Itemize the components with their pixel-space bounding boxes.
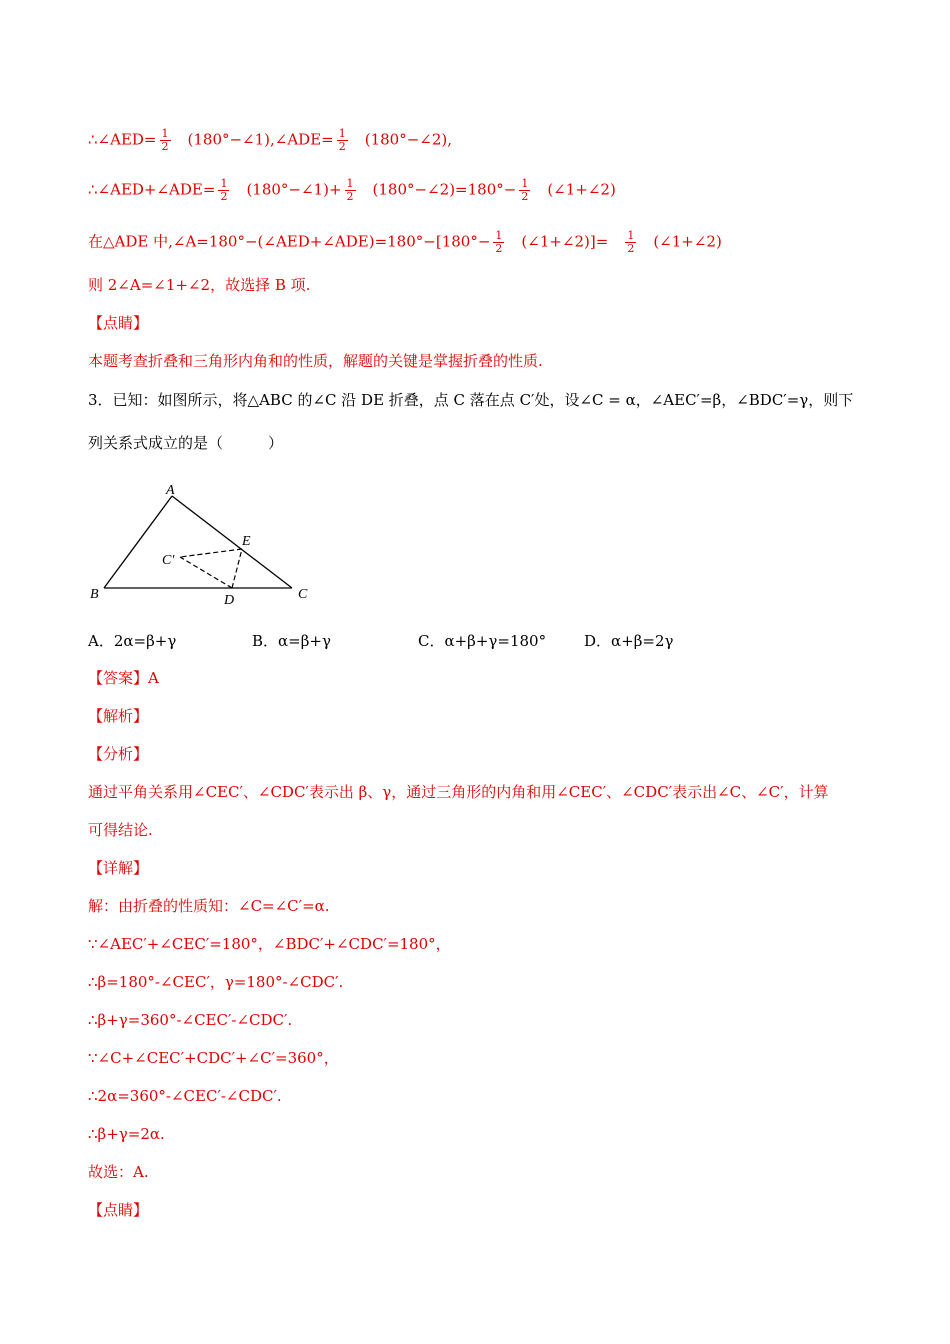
text-segment: (∠1+∠2) xyxy=(653,232,722,251)
option-d: D．α+β=2γ xyxy=(584,632,674,650)
question-3-line-2: 列关系式成立的是（ ） xyxy=(88,434,284,452)
text-segment: ∴∠AED+∠ADE= xyxy=(88,180,216,199)
section-xiangjie: 【详解】 xyxy=(88,859,149,877)
label-e: E xyxy=(242,534,251,549)
dianjing-text: 本题考查折叠和三角形内角和的性质，解题的关键是掌握折叠的性质. xyxy=(88,352,543,370)
segment-ab xyxy=(104,496,172,588)
step-7: ∴β+γ=2α. xyxy=(88,1125,165,1143)
option-a: A．2α=β+γ xyxy=(88,632,177,650)
step-3: ∴β=180°-∠CEC′，γ=180°-∠CDC′. xyxy=(88,973,344,991)
option-b: B．α=β+γ xyxy=(252,632,331,650)
label-d: D xyxy=(224,593,235,606)
option-c: C．α+β+γ=180° xyxy=(418,632,547,650)
fenxi-line-1: 通过平角关系用∠CEC′、∠CDC′表示出 β、γ，通过三角形的内角和用∠CEC′、∠CDC′表示出∠C、∠C′，计算 xyxy=(88,783,829,801)
step-4: ∴β+γ=360°-∠CEC′-∠CDC′. xyxy=(88,1011,293,1029)
step-2: ∵∠AEC′+∠CEC′=180°，∠BDC′+∠CDC′=180°， xyxy=(88,935,451,953)
fraction-half: $\frac{1}{2}$ xyxy=(346,177,354,203)
section-dianjing: 【点睛】 xyxy=(88,314,149,332)
fraction-half: $\frac{1}{2}$ xyxy=(161,127,169,153)
text-segment: (180°−∠1),∠ADE= xyxy=(187,130,334,149)
text-segment: (180°−∠2)=180°− xyxy=(372,180,517,199)
step-5: ∵∠C+∠CEC′+CDC′+∠C′=360°， xyxy=(88,1049,339,1067)
segment-dc-prime xyxy=(180,557,232,588)
fraction-half: $\frac{1}{2}$ xyxy=(338,127,346,153)
fraction-half: $\frac{1}{2}$ xyxy=(495,229,503,255)
step-6: ∴2α=360°-∠CEC′-∠CDC′. xyxy=(88,1087,282,1105)
text-segment: (180°−∠1)+ xyxy=(246,180,342,199)
step-8: 故选：A. xyxy=(88,1163,149,1181)
label-b: B xyxy=(90,587,99,602)
text-segment: 在△ADE 中,∠A=180°−(∠AED+∠ADE)=180°−[180°− xyxy=(88,232,491,251)
text-segment: (180°−∠2), xyxy=(364,130,453,149)
label-c: C xyxy=(298,587,308,602)
solution-line-4: 则 2∠A=∠1+∠2，故选择 B 项. xyxy=(88,276,311,294)
section-fenxi: 【分析】 xyxy=(88,745,149,763)
section-answer: 【答案】A xyxy=(88,669,159,687)
fraction-half: $\frac{1}{2}$ xyxy=(627,229,635,255)
text-segment: (∠1+∠2) xyxy=(547,180,616,199)
step-1: 解：由折叠的性质知：∠C=∠C′=α. xyxy=(88,897,330,915)
fraction-half: $\frac{1}{2}$ xyxy=(220,177,228,203)
fraction-half: $\frac{1}{2}$ xyxy=(521,177,529,203)
solution-line-1 xyxy=(88,128,452,153)
segment-ec-prime xyxy=(180,549,242,557)
section-dianjing-2: 【点睛】 xyxy=(88,1201,149,1219)
segment-de xyxy=(232,549,242,588)
fenxi-line-2: 可得结论. xyxy=(88,821,153,839)
label-a: A xyxy=(166,483,175,498)
text-segment: (∠1+∠2)]= xyxy=(521,232,609,251)
segment-ac xyxy=(172,496,292,588)
section-jiexi: 【解析】 xyxy=(88,707,149,725)
question-3-line-1: 3．已知：如图所示，将△ABC 的∠C 沿 DE 折叠，点 C 落在点 C′处，设∠C = α，∠AEC′=β，∠BDC′=γ，则下 xyxy=(88,391,854,409)
solution-line-2 xyxy=(88,178,616,203)
triangle-fold-figure xyxy=(86,478,326,606)
solution-line-3 xyxy=(88,230,722,255)
label-c-prime: C′ xyxy=(162,553,175,568)
text-segment: ∴∠AED= xyxy=(88,130,157,149)
